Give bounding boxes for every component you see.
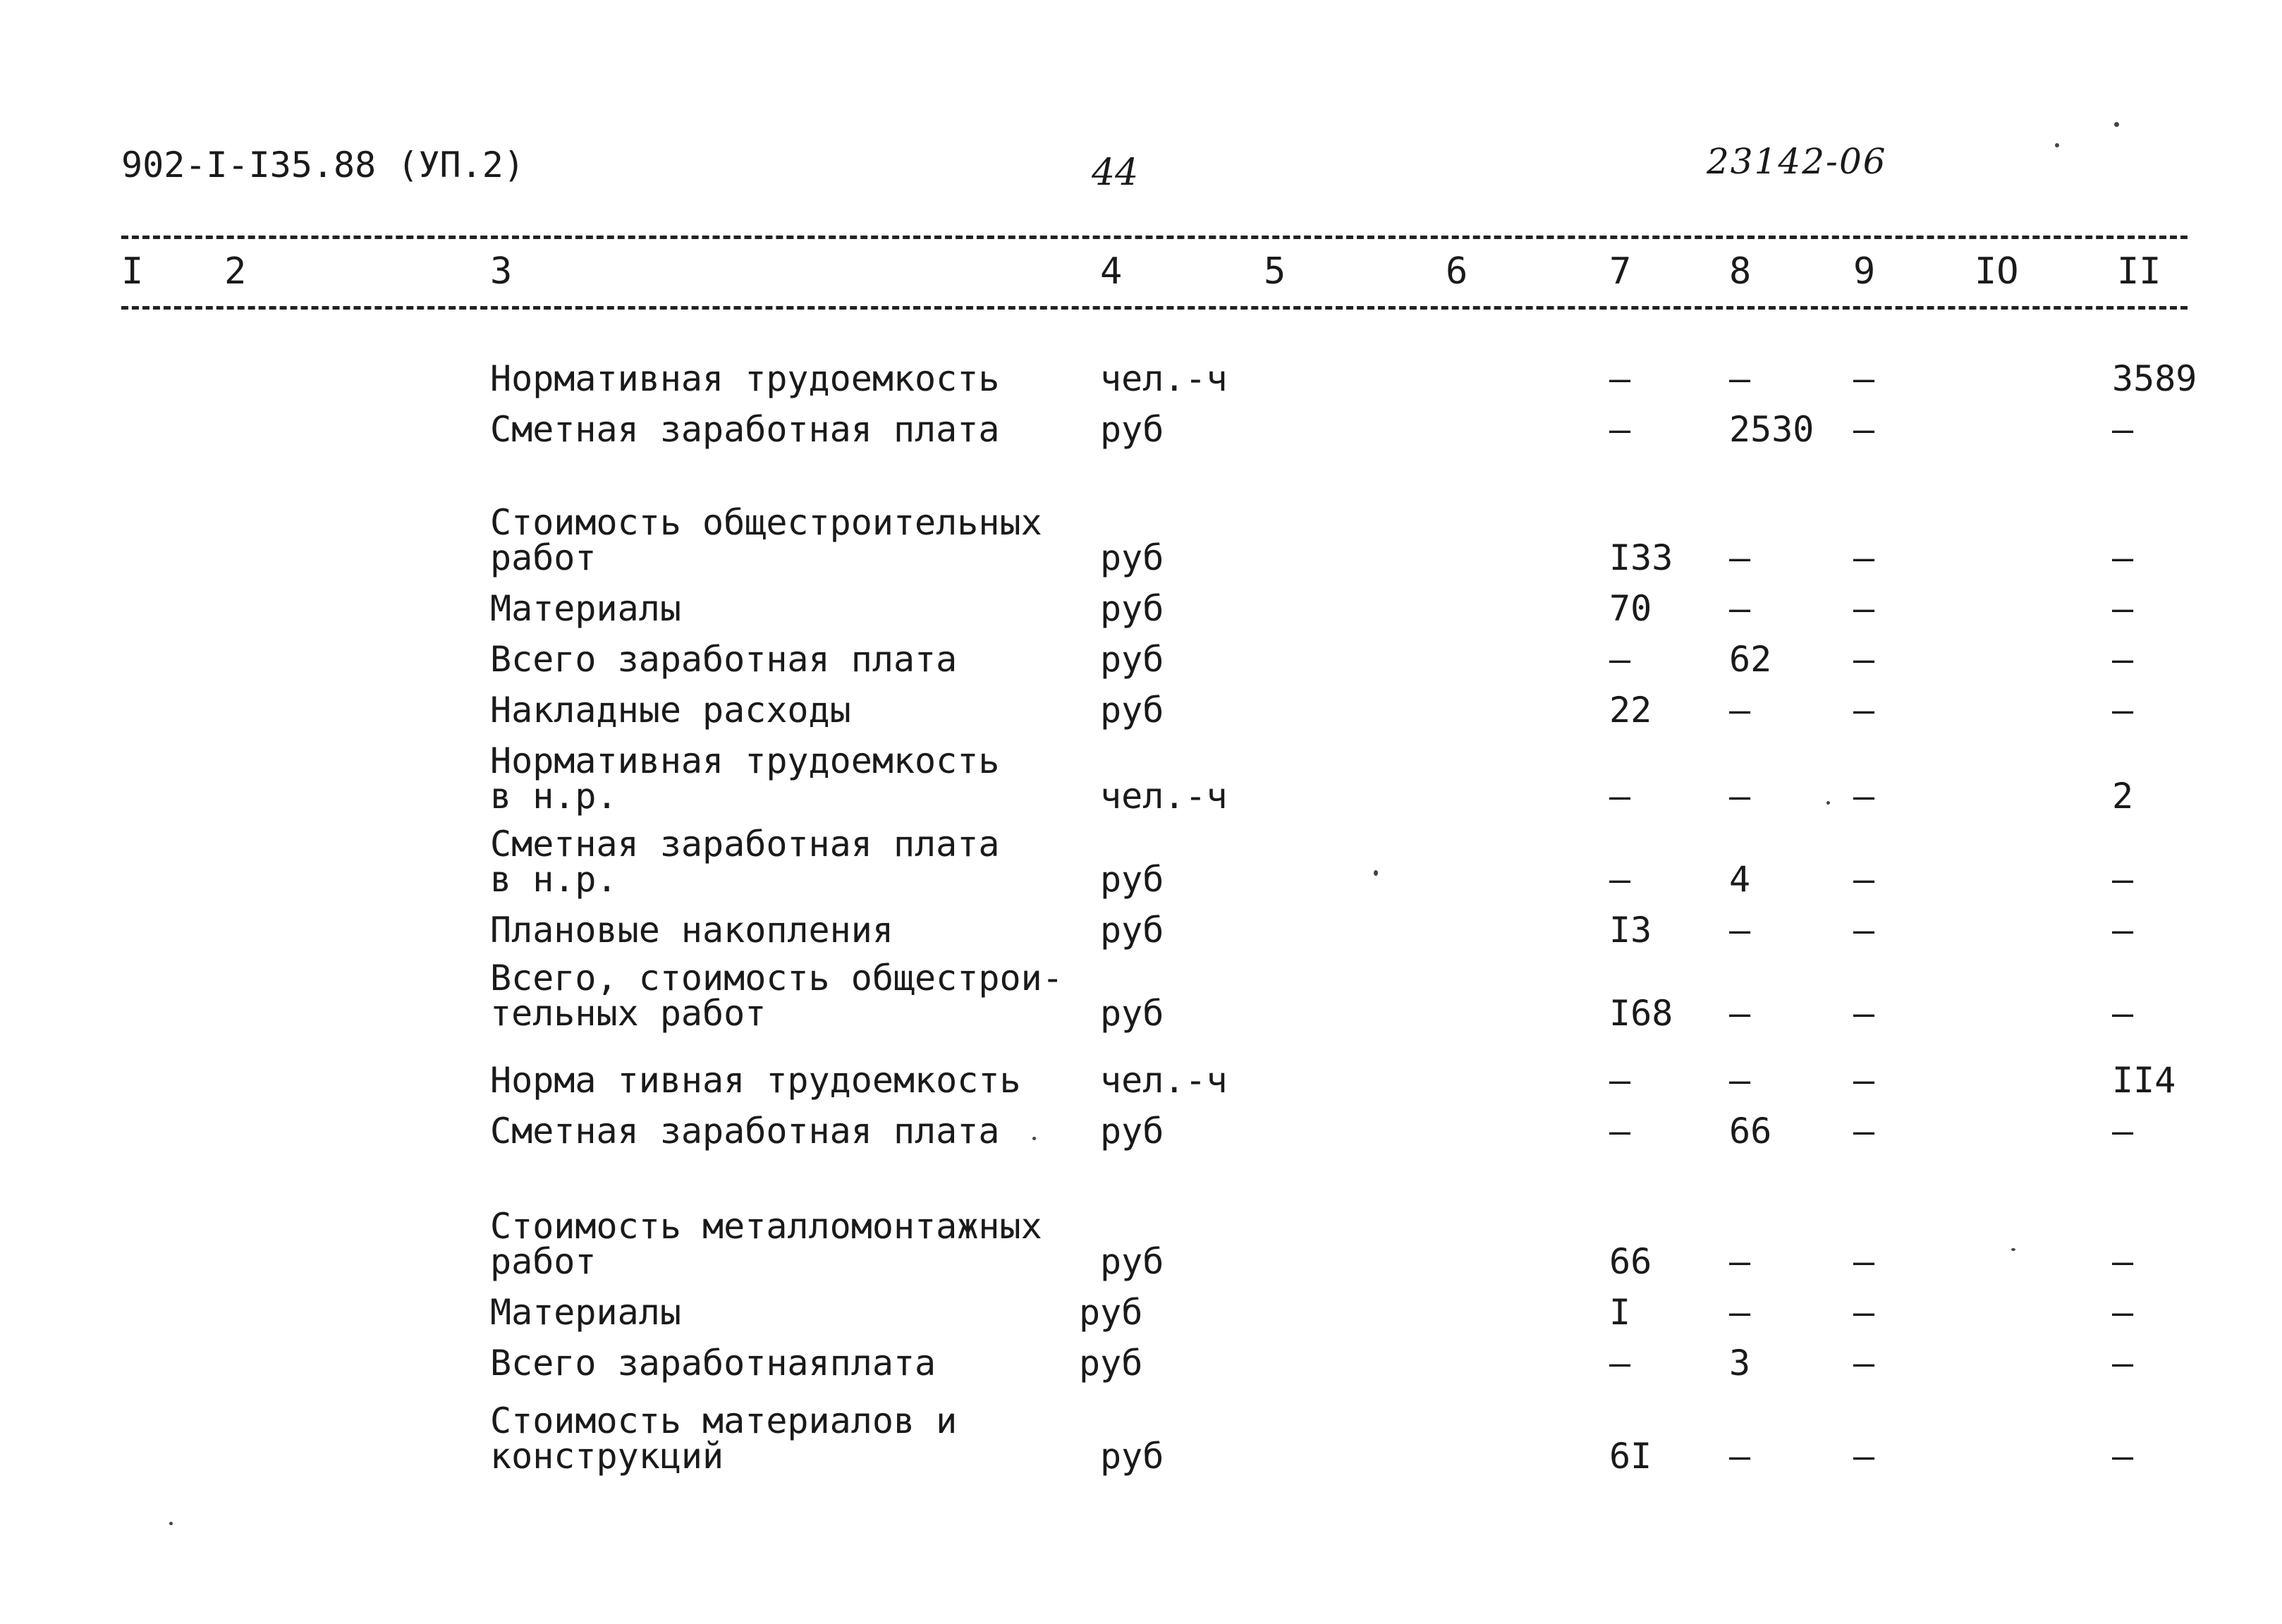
unit-cell: чел.-ч	[1100, 358, 1228, 399]
header-divider-top	[121, 236, 2188, 239]
column-number: 6	[1446, 250, 1468, 293]
row-label: в н.р.	[490, 776, 618, 817]
col9-cell: –	[1853, 537, 1875, 578]
row-label: Норма тивная трудоемкость	[490, 1060, 1021, 1101]
col8-cell: –	[1729, 993, 1751, 1034]
row-label: Стоимость металломонтажных	[490, 1206, 1042, 1247]
col11-cell: –	[2112, 639, 2134, 680]
col8-cell: –	[1729, 1060, 1751, 1101]
col9-cell: –	[1853, 859, 1875, 900]
col8-cell: –	[1729, 1292, 1751, 1333]
col9-cell: –	[1853, 409, 1875, 450]
col9-cell: –	[1853, 358, 1875, 399]
row-label: работ	[490, 1241, 597, 1282]
col9-cell: –	[1853, 639, 1875, 680]
col8-cell: –	[1729, 690, 1751, 731]
col7-cell: –	[1609, 1343, 1631, 1384]
col8-cell: –	[1729, 776, 1751, 817]
row-label: Сметная заработная плата	[490, 1111, 1000, 1152]
row-label: Накладные расходы	[490, 690, 851, 731]
column-number: 2	[224, 250, 247, 293]
row-label: Стоимость материалов и	[490, 1400, 958, 1441]
col7-cell: –	[1609, 1111, 1631, 1152]
col11-cell: –	[2112, 537, 2134, 578]
col7-cell: I33	[1609, 537, 1673, 578]
header-divider-bottom	[121, 306, 2188, 310]
col11-cell: –	[2112, 409, 2134, 450]
col8-cell: –	[1729, 537, 1751, 578]
col11-cell: –	[2112, 1436, 2134, 1477]
unit-cell: руб	[1100, 859, 1164, 900]
row-label: Всего заработная плата	[490, 639, 958, 680]
col9-cell: –	[1853, 588, 1875, 629]
unit-cell: руб	[1100, 1111, 1164, 1152]
col8-cell: 4	[1729, 859, 1751, 900]
col7-cell: –	[1609, 859, 1631, 900]
unit-cell: руб	[1100, 537, 1164, 578]
col9-cell: –	[1853, 690, 1875, 731]
row-label: Плановые накопления	[490, 910, 893, 951]
col11-cell: 3589	[2112, 358, 2197, 399]
scan-speck	[2114, 122, 2119, 127]
col8-cell: –	[1729, 588, 1751, 629]
col8-cell: –	[1729, 1241, 1751, 1282]
col11-cell: –	[2112, 1111, 2134, 1152]
unit-cell: чел.-ч	[1100, 776, 1228, 817]
col11-cell: –	[2112, 1343, 2134, 1384]
col9-cell: –	[1853, 1292, 1875, 1333]
scan-speck	[1374, 870, 1378, 876]
scan-speck	[2011, 1248, 2015, 1251]
col9-cell: –	[1853, 776, 1875, 817]
col9-cell: –	[1853, 993, 1875, 1034]
col8-cell: 2530	[1729, 409, 1814, 450]
column-number: II	[2117, 250, 2161, 293]
col11-cell: –	[2112, 859, 2134, 900]
col9-cell: –	[1853, 1111, 1875, 1152]
scan-speck	[2055, 143, 2059, 147]
scan-speck	[1826, 801, 1830, 805]
row-label: Сметная заработная плата	[490, 824, 1000, 865]
col8-cell: 62	[1729, 639, 1772, 680]
col7-cell: 6I	[1609, 1436, 1652, 1477]
row-label: Нормативная трудоемкость	[490, 740, 1000, 781]
col11-cell: –	[2112, 993, 2134, 1034]
col11-cell: –	[2112, 1241, 2134, 1282]
col7-cell: 66	[1609, 1241, 1652, 1282]
col7-cell: 70	[1609, 588, 1652, 629]
col8-cell: –	[1729, 358, 1751, 399]
page-number: 44	[1092, 152, 1139, 194]
row-label: конструкций	[490, 1436, 724, 1477]
scan-speck	[169, 1522, 173, 1525]
column-number: 4	[1100, 250, 1123, 293]
col9-cell: –	[1853, 1241, 1875, 1282]
unit-cell: руб	[1100, 409, 1164, 450]
col7-cell: I	[1609, 1292, 1631, 1333]
row-label: в н.р.	[490, 859, 618, 900]
scan-speck	[1032, 1137, 1036, 1140]
col11-cell: –	[2112, 910, 2134, 951]
unit-cell: руб	[1079, 1343, 1143, 1384]
row-label: тельных работ	[490, 993, 767, 1034]
unit-cell: руб	[1100, 1241, 1164, 1282]
col7-cell: –	[1609, 776, 1631, 817]
unit-cell: руб	[1100, 588, 1164, 629]
row-label: Нормативная трудоемкость	[490, 358, 1000, 399]
col8-cell: 66	[1729, 1111, 1772, 1152]
unit-cell: руб	[1079, 1292, 1143, 1333]
unit-cell: чел.-ч	[1100, 1060, 1228, 1101]
column-number: IO	[1975, 250, 2019, 293]
row-label: работ	[490, 537, 597, 578]
row-label: Всего, стоимость общестрои-	[490, 958, 1063, 999]
column-number: 3	[490, 250, 513, 293]
handwritten-number: 23142-06	[1707, 141, 1887, 182]
row-label: Стоимость общестроительных	[490, 502, 1042, 543]
col7-cell: –	[1609, 409, 1631, 450]
col9-cell: –	[1853, 1436, 1875, 1477]
col8-cell: –	[1729, 910, 1751, 951]
col9-cell: –	[1853, 910, 1875, 951]
col11-cell: –	[2112, 690, 2134, 731]
col7-cell: 22	[1609, 690, 1652, 731]
col7-cell: I68	[1609, 993, 1673, 1034]
column-number: 7	[1609, 250, 1632, 293]
col7-cell: –	[1609, 639, 1631, 680]
row-label: Материалы	[490, 1292, 681, 1333]
col7-cell: I3	[1609, 910, 1652, 951]
unit-cell: руб	[1100, 639, 1164, 680]
col9-cell: –	[1853, 1060, 1875, 1101]
col7-cell: –	[1609, 358, 1631, 399]
column-number: I	[121, 250, 144, 293]
row-label: Сметная заработная плата	[490, 409, 1000, 450]
col11-cell: 2	[2112, 776, 2134, 817]
col7-cell: –	[1609, 1060, 1631, 1101]
unit-cell: руб	[1100, 1436, 1164, 1477]
col9-cell: –	[1853, 1343, 1875, 1384]
row-label: Материалы	[490, 588, 681, 629]
col8-cell: –	[1729, 1436, 1751, 1477]
unit-cell: руб	[1100, 993, 1164, 1034]
col8-cell: 3	[1729, 1343, 1751, 1384]
column-number: 9	[1853, 250, 1876, 293]
column-number: 5	[1264, 250, 1286, 293]
col11-cell: –	[2112, 588, 2134, 629]
document-code: 902-I-I35.88 (УП.2)	[121, 145, 525, 185]
row-label: Всего заработнаяплата	[490, 1343, 936, 1384]
column-number: 8	[1729, 250, 1752, 293]
col11-cell: II4	[2112, 1060, 2176, 1101]
col11-cell: –	[2112, 1292, 2134, 1333]
unit-cell: руб	[1100, 690, 1164, 731]
unit-cell: руб	[1100, 910, 1164, 951]
